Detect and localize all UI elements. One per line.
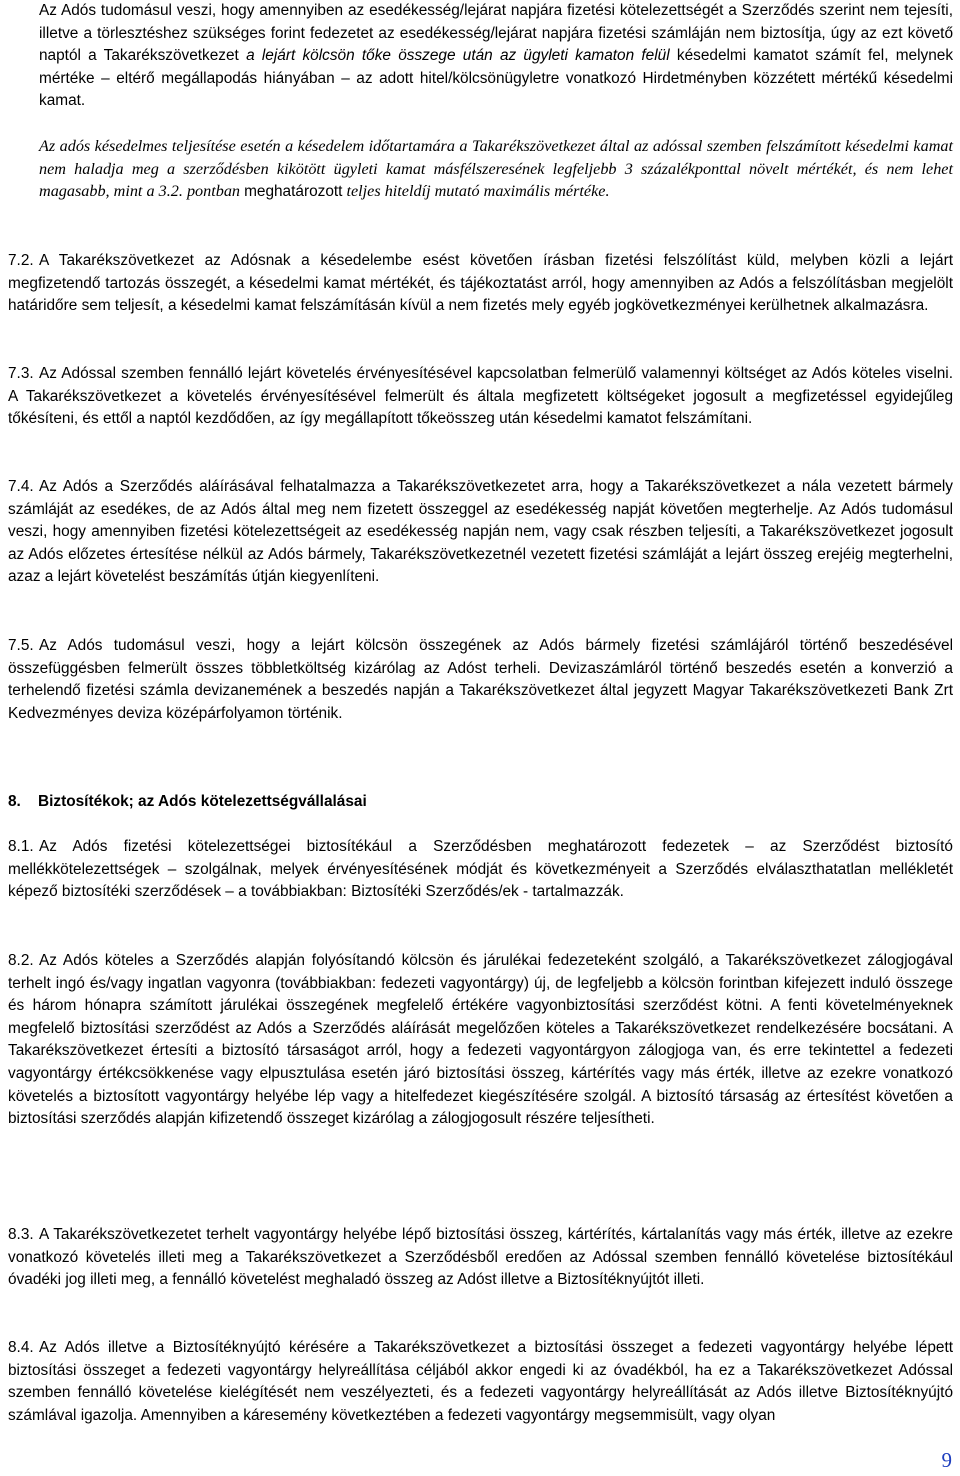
heading-title: Biztosítékok; az Adós kötelezettségvállalásai bbox=[38, 793, 367, 810]
page-number: 9 bbox=[941, 1448, 952, 1472]
section-heading-8 bbox=[8, 791, 953, 814]
section-7-5 bbox=[8, 635, 953, 725]
section-8-1 bbox=[8, 836, 953, 904]
section-text: Az Adós illetve a Biztosítéknyújtó kérésére a Takarékszövetkezet a biztosítási összeget a fedezeti vagyontárgy helyébe lépett biztosítási összeget a fedezeti vagyontárgy helyreállítása céljából akkor engedi ki az óvadékból, ha ez a Takarékszövetkezet Adóssal szemben fennálló követelése kielégítését nem veszélyezteti, és a fedezeti vagyontárgy helyreállítását az Adós illetve Biztosítéknyújtó számlával igazolja. Amennyiben a káresemény következtében a fedezeti vagyontárgy megsemmisült, vagy olyan bbox=[8, 1339, 953, 1424]
intro-text-3: késedelmi kamatot számít fel, melynek mértéke – eltérő megállapodás hiányában – az adott hitel/kölcsönügyletre vonatkozó Hirdetményben közzétett mértékű késedelmi kamat. bbox=[39, 47, 954, 110]
italic-text-normal: meghatározott bbox=[244, 183, 343, 201]
intro-text-italic: a lejárt kölcsön tőke összege után az ügyleti kamaton felül bbox=[246, 47, 670, 65]
section-text: A Takarékszövetkezet az Adósnak a késedelembe esést követően írásban fizetési felszólítást küld, melyben közli a lejárt megfizetendő tartozás összegét, a késedelmi kamat mértékét, és tájékoztatást arról, hogy amennyiben az Adós a felszólításban megjelölt határidőre sem teljesít, a késedelmi kamat felszámításán kívül a nem fizetés mely egyéb jogkövetkezményei kerülhetnek alkalmazásra. bbox=[8, 252, 953, 315]
section-number: 8.1. bbox=[8, 838, 34, 855]
section-number: 8.4. bbox=[8, 1339, 34, 1356]
section-number: 8.3. bbox=[8, 1226, 34, 1243]
italic-paragraph bbox=[39, 135, 953, 204]
italic-text-1: Az adós késedelmes teljesítése esetén a késedelem időtartamára a Takarékszövetkezet által az adóssal szemben felszámított késedelmi kamat nem haladja meg a szerződésben kikötött ügyleti kamat másfélszeresének legfeljebb 3 százalékponttal növelt mértékét, és nem lehet magasabb, mint a 3.2. pontban bbox=[39, 137, 953, 201]
section-number: 7.5. bbox=[8, 637, 34, 654]
heading-number: 8. bbox=[8, 793, 21, 810]
section-text: Az Adós tudomásul veszi, hogy a lejárt kölcsön összegének az Adós bármely fizetési számlájáról történő beszedésével összefüggésben felmerült összes többletköltség kizárólag az Adóst terheli. Devizaszámláról történő beszedés esetén a konverzió a terhelendő fizetési számla devizanemének a beszedés napján a Takarékszövetkezet által jegyzett Magyar Takarékszövetkezeti Bank Zrt Kedvezményes deviza középárfolyamon történik. bbox=[8, 637, 953, 722]
intro-text-1: Az Adós tudomásul veszi, hogy amennyiben az esedékesség/lejárat napjára fizetési kötelezettségét a Szerződés szerint nem tejesíti, illetve a törlesztéshez szükséges forint fedezetet az esedékesség/lejárat napjára fizetési számláján nem biztosítja, úgy az ezt követő naptól a Takarékszövetkezet bbox=[39, 2, 953, 65]
section-number: 7.3. bbox=[8, 365, 34, 382]
section-7-3 bbox=[8, 363, 953, 431]
section-7-2 bbox=[8, 250, 953, 318]
section-8-3 bbox=[8, 1224, 953, 1292]
italic-text-3: teljes hiteldíj mutató maximális mértéke. bbox=[342, 182, 610, 201]
section-8-2 bbox=[8, 950, 953, 1131]
section-text: Az Adós a Szerződés aláírásával felhatalmazza a Takarékszövetkezetet arra, hogy a Takarékszövetkezet a nála vezetett bármely számláját az esedékes, de az Adós által meg nem fizetett összeggel az esedékesség napját követően megterhelje. Az Adós tudomásul veszi, hogy amennyiben fizetési kötelezettségeit az esedékesség napján nem, vagy csak részben teljesíti, a Takarékszövetkezet jogosult az Adós előzetes értesítése nélkül az Adós bármely, Takarékszövetkezetnél vezetett fizetési számláját a lejárt összeg erejéig megterhelni, azaz a lejárt követelést beszámítás útján kiegyenlíteni. bbox=[8, 478, 953, 586]
section-number: 7.4. bbox=[8, 478, 34, 495]
section-text: Az Adós köteles a Szerződés alapján folyósítandó kölcsön és járulékai fedezeteként szolgáló, a Takarékszövetkezet zálogjogával terhelt ingó és/vagy ingatlan vagyonra (továbbiakban: fedezeti vagyontárgy) új, de legfeljebb a kölcsön forintban kifejezett induló összege és három hónapra számított járulékai összegének megfelelő értékére vagyonbiztosítási szerződést kötni. A fenti követelményeknek megfelelő biztosítási szerződést az Adós a Szerződés aláírását megelőzően köteles a Takarékszövetkezet rendelkezésére bocsátani. A Takarékszövetkezet értesíti a biztosító társaságot arról, hogy a fedezeti vagyontárgyon zálogjoga van, és erre tekintettel a fedezeti vagyontárgy értékcsökkenése vagy elpusztulása esetén járó biztosítási összeg, kártérítés vagy más érték, illetve az ezekre vonatkozó követelés a biztosított vagyontárgy helyébe lép vagy a hitelfedezet kiegészítésére szolgál. A biztosító társaság az értesítést követően a biztosítási szerződés alapján kifizetendő összeget kizárólag a zálogjogosult részére teljesítheti. bbox=[8, 952, 953, 1128]
section-number: 7.2. bbox=[8, 252, 34, 269]
section-text: A Takarékszövetkezetet terhelt vagyontárgy helyébe lépő biztosítási összeg, kártérítés, kártalanítás vagy más érték, illetve az ezekre vonatkozó követelés illeti meg a Takarékszövetkezet a Szerződésből eredően az Adóssal szemben fennálló követelése biztosítékául óvadéki jog illeti meg, a fennálló követelést meghaladó összeg az Adóst illetve a Biztosítéknyújtót illeti. bbox=[8, 1226, 953, 1289]
intro-paragraph bbox=[39, 0, 953, 113]
section-8-4 bbox=[8, 1337, 953, 1427]
section-7-4 bbox=[8, 476, 953, 589]
section-number: 8.2. bbox=[8, 952, 34, 969]
section-text: Az Adóssal szemben fennálló lejárt követelés érvényesítésével kapcsolatban felmerülő valamennyi költséget az Adós köteles viselni. A Takarékszövetkezet a követelés érvényesítésével felmerült és általa megfizetett költségeket jogosult a megfizetéssel egyidejűleg tőkésíteni, és ettől a naptól kezdődően, az így megállapított tőkeösszeg után késedelmi kamatot felszámítani. bbox=[8, 365, 953, 428]
section-text: Az Adós fizetési kötelezettségei biztosítékául a Szerződésben meghatározott fedezetek – az Szerződést biztosító mellékkötelezettségek – szolgálnak, melyek érvényesítésének módját és következményeit a Szerződés elválaszthatatlan mellékletét képező biztosítéki szerződések – a továbbiakban: Biztosítéki Szerződés/ek - tartalmazzák. bbox=[8, 838, 953, 901]
